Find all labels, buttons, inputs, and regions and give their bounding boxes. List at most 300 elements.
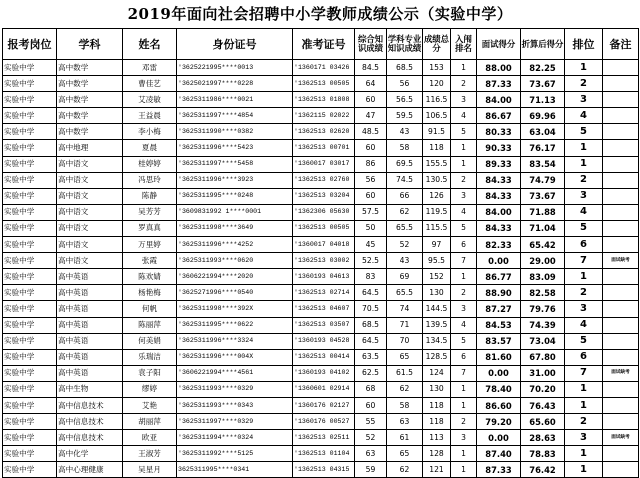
cell-id-number: '3625311998****3649 [177, 220, 293, 236]
cell-general-score: 63.5 [355, 349, 387, 365]
cell-shortlist-rank: 3 [451, 92, 477, 108]
cell-id-number: '3625311986****0021 [177, 92, 293, 108]
cell-note [603, 140, 639, 156]
table-row [3, 220, 639, 236]
cell-exam-number: '1362513 02714 [293, 285, 355, 301]
cell-rank: 5 [565, 333, 603, 349]
cell-id-number: 3625311995****0341 [177, 462, 293, 478]
cell-note [603, 285, 639, 301]
cell-rank: 1 [565, 269, 603, 285]
cell-exam-number: '1362513 00701 [293, 140, 355, 156]
cell-final-score: 71.04 [521, 220, 565, 236]
cell-final-score: 78.83 [521, 446, 565, 462]
cell-interview-score: 86.77 [477, 269, 521, 285]
cell-interview-score: 0.00 [477, 430, 521, 446]
cell-total-score: 130.5 [423, 172, 451, 188]
cell-exam-number: '1362513 02620 [293, 124, 355, 140]
cell-interview-score: 84.33 [477, 220, 521, 236]
cell-final-score: 74.79 [521, 172, 565, 188]
table-row [3, 365, 639, 381]
cell-id-number: '3625311993****0620 [177, 253, 293, 269]
cell-note [603, 124, 639, 140]
table-row [3, 172, 639, 188]
cell-rank: 1 [565, 156, 603, 172]
cell-general-score: 84.5 [355, 60, 387, 76]
cell-name: 艾凌敏 [123, 92, 177, 108]
cell-final-score: 76.42 [521, 462, 565, 478]
cell-subject: 高中化学 [57, 446, 123, 462]
cell-subject-score: 74.5 [387, 172, 423, 188]
cell-shortlist-rank: 1 [451, 397, 477, 413]
cell-final-score: 28.63 [521, 430, 565, 446]
cell-shortlist-rank: 1 [451, 140, 477, 156]
cell-shortlist-rank: 7 [451, 365, 477, 381]
cell-post: 实验中学 [3, 124, 57, 140]
table-row [3, 333, 639, 349]
header-general-score: 综合知识成绩 [355, 29, 387, 60]
cell-subject: 高中数学 [57, 76, 123, 92]
cell-note [603, 92, 639, 108]
table-row [3, 188, 639, 204]
table-row [3, 462, 639, 478]
cell-general-score: 83 [355, 269, 387, 285]
cell-subject: 高中语文 [57, 253, 123, 269]
cell-exam-number: '1362513 01104 [293, 446, 355, 462]
cell-subject-score: 74 [387, 301, 423, 317]
header-final-score: 折算后得分 [521, 29, 565, 60]
table-row [3, 446, 639, 462]
results-table [2, 28, 639, 478]
cell-note [603, 301, 639, 317]
cell-post: 实验中学 [3, 285, 57, 301]
cell-post: 实验中学 [3, 430, 57, 446]
cell-id-number: '3625311990****0382 [177, 124, 293, 140]
cell-general-score: 63 [355, 446, 387, 462]
table-row [3, 381, 639, 397]
cell-exam-number: '1362115 02022 [293, 108, 355, 124]
cell-name: 艾艳 [123, 397, 177, 413]
cell-name: 冯思玲 [123, 172, 177, 188]
cell-name: 曹佳艺 [123, 76, 177, 92]
cell-id-number: '3625221995****0013 [177, 60, 293, 76]
cell-general-score: 57.5 [355, 204, 387, 220]
table-row [3, 124, 639, 140]
cell-name: 李小梅 [123, 124, 177, 140]
cell-note: 面试缺考 [603, 430, 639, 446]
cell-final-score: 82.25 [521, 60, 565, 76]
cell-exam-number: '1360193 04528 [293, 333, 355, 349]
cell-name: 胡丽萍 [123, 414, 177, 430]
cell-shortlist-rank: 1 [451, 462, 477, 478]
cell-post: 实验中学 [3, 220, 57, 236]
cell-id-number: '3625311996****004X [177, 349, 293, 365]
table-row [3, 253, 639, 269]
cell-id-number: '3625311996****3923 [177, 172, 293, 188]
cell-shortlist-rank: 1 [451, 60, 477, 76]
cell-note [603, 76, 639, 92]
cell-subject: 高中英语 [57, 333, 123, 349]
cell-post: 实验中学 [3, 365, 57, 381]
cell-exam-number: '1362513 01808 [293, 92, 355, 108]
cell-interview-score: 84.33 [477, 172, 521, 188]
cell-final-score: 65.42 [521, 237, 565, 253]
cell-id-number: '3625311996****3324 [177, 333, 293, 349]
cell-exam-number: '1362513 02760 [293, 172, 355, 188]
cell-total-score: 115.5 [423, 220, 451, 236]
cell-rank: 1 [565, 446, 603, 462]
cell-rank: 4 [565, 317, 603, 333]
cell-total-score: 155.5 [423, 156, 451, 172]
cell-rank: 2 [565, 76, 603, 92]
cell-name: 杨艳梅 [123, 285, 177, 301]
cell-post: 实验中学 [3, 301, 57, 317]
table-header-row [3, 29, 639, 60]
cell-subject-score: 58 [387, 397, 423, 413]
cell-exam-number: '1362513 03204 [293, 188, 355, 204]
cell-id-number: '3625311997****5458 [177, 156, 293, 172]
cell-interview-score: 84.00 [477, 204, 521, 220]
cell-note [603, 414, 639, 430]
cell-general-score: 47 [355, 108, 387, 124]
cell-id-number: '3625311997****4854 [177, 108, 293, 124]
cell-subject: 高中英语 [57, 301, 123, 317]
cell-post: 实验中学 [3, 188, 57, 204]
cell-final-score: 79.76 [521, 301, 565, 317]
cell-id-number: '3625311993****0343 [177, 397, 293, 413]
cell-rank: 6 [565, 237, 603, 253]
cell-shortlist-rank: 6 [451, 237, 477, 253]
cell-exam-number: '1360193 04613 [293, 269, 355, 285]
cell-name: 吴星月 [123, 462, 177, 478]
cell-subject: 高中信息技术 [57, 397, 123, 413]
cell-note [603, 349, 639, 365]
cell-final-score: 73.67 [521, 76, 565, 92]
cell-subject-score: 56.5 [387, 92, 423, 108]
cell-final-score: 83.54 [521, 156, 565, 172]
cell-general-score: 45 [355, 237, 387, 253]
cell-subject-score: 70 [387, 333, 423, 349]
cell-shortlist-rank: 5 [451, 124, 477, 140]
cell-total-score: 139.5 [423, 317, 451, 333]
cell-name: 袁子阳 [123, 365, 177, 381]
cell-note: 面试缺考 [603, 365, 639, 381]
cell-subject: 高中信息技术 [57, 414, 123, 430]
cell-shortlist-rank: 5 [451, 333, 477, 349]
cell-interview-score: 84.00 [477, 92, 521, 108]
cell-note [603, 317, 639, 333]
cell-name: 王淑芳 [123, 446, 177, 462]
cell-exam-number: '1362306 05630 [293, 204, 355, 220]
cell-final-score: 67.80 [521, 349, 565, 365]
cell-name: 万里婷 [123, 237, 177, 253]
cell-final-score: 73.04 [521, 333, 565, 349]
cell-id-number: '3625311992****5125 [177, 446, 293, 462]
cell-interview-score: 90.33 [477, 140, 521, 156]
cell-post: 实验中学 [3, 414, 57, 430]
cell-exam-number: '1362513 00414 [293, 349, 355, 365]
table-row [3, 204, 639, 220]
cell-subject: 高中生物 [57, 381, 123, 397]
table-row [3, 269, 639, 285]
cell-total-score: 91.5 [423, 124, 451, 140]
cell-interview-score: 86.67 [477, 108, 521, 124]
cell-shortlist-rank: 1 [451, 156, 477, 172]
cell-rank: 1 [565, 462, 603, 478]
cell-shortlist-rank: 4 [451, 317, 477, 333]
cell-post: 实验中学 [3, 76, 57, 92]
cell-subject-score: 43 [387, 253, 423, 269]
cell-name: 张霞 [123, 253, 177, 269]
cell-post: 实验中学 [3, 140, 57, 156]
cell-id-number: '3625271996****0540 [177, 285, 293, 301]
cell-shortlist-rank: 4 [451, 204, 477, 220]
cell-total-score: 153 [423, 60, 451, 76]
cell-total-score: 97 [423, 237, 451, 253]
cell-note [603, 446, 639, 462]
cell-exam-number: '1362513 04607 [293, 301, 355, 317]
cell-total-score: 116.5 [423, 92, 451, 108]
cell-subject: 高中英语 [57, 269, 123, 285]
cell-subject-score: 59.5 [387, 108, 423, 124]
cell-name: 夏晨 [123, 140, 177, 156]
cell-subject-score: 65.5 [387, 285, 423, 301]
cell-subject: 高中语文 [57, 237, 123, 253]
page-title: 2019年面向社会招聘中小学教师成绩公示（实验中学） [127, 5, 513, 23]
cell-final-score: 74.39 [521, 317, 565, 333]
cell-general-score: 60 [355, 188, 387, 204]
cell-subject-score: 65 [387, 349, 423, 365]
cell-subject-score: 71 [387, 317, 423, 333]
cell-post: 实验中学 [3, 237, 57, 253]
cell-total-score: 118 [423, 397, 451, 413]
table-row [3, 108, 639, 124]
cell-rank: 3 [565, 301, 603, 317]
cell-subject-score: 69 [387, 269, 423, 285]
cell-exam-number: '1362513 00505 [293, 76, 355, 92]
cell-subject-score: 65 [387, 446, 423, 462]
cell-exam-number: '1360193 04102 [293, 365, 355, 381]
cell-shortlist-rank: 5 [451, 220, 477, 236]
cell-subject: 高中英语 [57, 349, 123, 365]
cell-name: 罗真真 [123, 220, 177, 236]
cell-post: 实验中学 [3, 204, 57, 220]
table-row [3, 397, 639, 413]
table-row [3, 76, 639, 92]
header-interview-score: 面试得分 [477, 29, 521, 60]
cell-total-score: 130 [423, 381, 451, 397]
cell-subject: 高中英语 [57, 285, 123, 301]
cell-subject-score: 68.5 [387, 60, 423, 76]
cell-general-score: 70.5 [355, 301, 387, 317]
cell-exam-number: '1360176 00527 [293, 414, 355, 430]
cell-post: 实验中学 [3, 317, 57, 333]
cell-final-score: 70.20 [521, 381, 565, 397]
cell-final-score: 73.67 [521, 188, 565, 204]
cell-interview-score: 83.57 [477, 333, 521, 349]
cell-subject: 高中语文 [57, 204, 123, 220]
header-name: 姓名 [123, 29, 177, 60]
cell-post: 实验中学 [3, 349, 57, 365]
cell-name: 陈静 [123, 188, 177, 204]
cell-interview-score: 78.40 [477, 381, 521, 397]
cell-subject: 高中信息技术 [57, 430, 123, 446]
table-row [3, 156, 639, 172]
cell-name: 缪婷 [123, 381, 177, 397]
cell-total-score: 128 [423, 446, 451, 462]
cell-name: 乐瑞洁 [123, 349, 177, 365]
cell-rank: 5 [565, 124, 603, 140]
cell-subject: 高中心理健康 [57, 462, 123, 478]
cell-interview-score: 81.60 [477, 349, 521, 365]
cell-final-score: 65.60 [521, 414, 565, 430]
cell-name: 吴芳芳 [123, 204, 177, 220]
cell-general-score: 62.5 [355, 365, 387, 381]
header-id-number: 身份证号 [177, 29, 293, 60]
cell-id-number: '3625311997****0329 [177, 414, 293, 430]
cell-post: 实验中学 [3, 253, 57, 269]
table-row [3, 140, 639, 156]
cell-final-score: 31.00 [521, 365, 565, 381]
cell-subject: 高中语文 [57, 188, 123, 204]
cell-exam-number: '1362513 04315 [293, 462, 355, 478]
cell-subject-score: 61 [387, 430, 423, 446]
cell-exam-number: '1360171 03426 [293, 60, 355, 76]
cell-rank: 3 [565, 92, 603, 108]
table-row [3, 237, 639, 253]
cell-id-number: '3625311995****0248 [177, 188, 293, 204]
cell-note [603, 269, 639, 285]
cell-note: 面试缺考 [603, 253, 639, 269]
cell-subject: 高中数学 [57, 92, 123, 108]
cell-exam-number: '1362513 00505 [293, 220, 355, 236]
table-row [3, 349, 639, 365]
header-exam-number: 准考证号 [293, 29, 355, 60]
cell-final-score: 69.96 [521, 108, 565, 124]
cell-general-score: 60 [355, 140, 387, 156]
cell-post: 实验中学 [3, 446, 57, 462]
cell-shortlist-rank: 2 [451, 76, 477, 92]
cell-id-number: '3606221994****2020 [177, 269, 293, 285]
cell-post: 实验中学 [3, 172, 57, 188]
cell-name: 王益晨 [123, 108, 177, 124]
cell-shortlist-rank: 3 [451, 301, 477, 317]
cell-final-score: 71.13 [521, 92, 565, 108]
cell-exam-number: '1362513 03002 [293, 253, 355, 269]
cell-post: 实验中学 [3, 462, 57, 478]
header-rank: 排位 [565, 29, 603, 60]
cell-id-number: '3606221994****4561 [177, 365, 293, 381]
cell-name: 邓雷 [123, 60, 177, 76]
header-shortlist-rank: 入闱排名 [451, 29, 477, 60]
cell-rank: 1 [565, 381, 603, 397]
table-row [3, 60, 639, 76]
table-row [3, 301, 639, 317]
cell-general-score: 50 [355, 220, 387, 236]
cell-note [603, 220, 639, 236]
cell-total-score: 130 [423, 285, 451, 301]
header-subject: 学科 [57, 29, 123, 60]
cell-rank: 1 [565, 397, 603, 413]
cell-general-score: 68 [355, 381, 387, 397]
cell-total-score: 120 [423, 76, 451, 92]
cell-note [603, 172, 639, 188]
cell-id-number: '3625311996****4252 [177, 237, 293, 253]
cell-note [603, 156, 639, 172]
cell-general-score: 48.5 [355, 124, 387, 140]
cell-subject-score: 62 [387, 381, 423, 397]
cell-note [603, 237, 639, 253]
cell-rank: 2 [565, 414, 603, 430]
cell-rank: 3 [565, 188, 603, 204]
cell-exam-number: '1360017 04018 [293, 237, 355, 253]
cell-note [603, 108, 639, 124]
cell-id-number: '3625021997****0228 [177, 76, 293, 92]
cell-exam-number: '1360017 03017 [293, 156, 355, 172]
cell-post: 实验中学 [3, 397, 57, 413]
cell-shortlist-rank: 1 [451, 381, 477, 397]
cell-general-score: 56 [355, 172, 387, 188]
cell-subject-score: 69.5 [387, 156, 423, 172]
cell-interview-score: 89.33 [477, 156, 521, 172]
cell-subject: 高中数学 [57, 108, 123, 124]
cell-general-score: 52 [355, 430, 387, 446]
cell-general-score: 60 [355, 92, 387, 108]
cell-rank: 3 [565, 430, 603, 446]
cell-shortlist-rank: 7 [451, 253, 477, 269]
cell-interview-score: 84.33 [477, 188, 521, 204]
cell-subject-score: 61.5 [387, 365, 423, 381]
header-subject-score: 学科专业知识成绩 [387, 29, 423, 60]
cell-interview-score: 0.00 [477, 253, 521, 269]
cell-id-number: '3625311998****392X [177, 301, 293, 317]
cell-subject: 高中语文 [57, 220, 123, 236]
cell-general-score: 55 [355, 414, 387, 430]
cell-final-score: 71.88 [521, 204, 565, 220]
cell-total-score: 152 [423, 269, 451, 285]
cell-rank: 7 [565, 253, 603, 269]
cell-shortlist-rank: 4 [451, 108, 477, 124]
cell-post: 实验中学 [3, 381, 57, 397]
cell-id-number: '3625311996****5423 [177, 140, 293, 156]
cell-total-score: 126 [423, 188, 451, 204]
cell-name: 陈丽萍 [123, 317, 177, 333]
cell-general-score: 68.5 [355, 317, 387, 333]
cell-post: 实验中学 [3, 333, 57, 349]
cell-name: 何美娟 [123, 333, 177, 349]
cell-name: 陈欢婧 [123, 269, 177, 285]
cell-note [603, 204, 639, 220]
cell-subject-score: 65.5 [387, 220, 423, 236]
cell-final-score: 63.04 [521, 124, 565, 140]
cell-general-score: 64 [355, 76, 387, 92]
cell-general-score: 64.5 [355, 285, 387, 301]
cell-interview-score: 80.33 [477, 124, 521, 140]
cell-shortlist-rank: 2 [451, 172, 477, 188]
header-post: 报考岗位 [3, 29, 57, 60]
cell-name: 欧亚 [123, 430, 177, 446]
cell-subject-score: 63 [387, 414, 423, 430]
cell-subject-score: 52 [387, 237, 423, 253]
cell-note [603, 188, 639, 204]
cell-post: 实验中学 [3, 60, 57, 76]
cell-interview-score: 0.00 [477, 365, 521, 381]
cell-note [603, 462, 639, 478]
cell-general-score: 52.5 [355, 253, 387, 269]
cell-subject: 高中英语 [57, 317, 123, 333]
cell-rank: 4 [565, 204, 603, 220]
cell-final-score: 82.58 [521, 285, 565, 301]
cell-total-score: 144.5 [423, 301, 451, 317]
